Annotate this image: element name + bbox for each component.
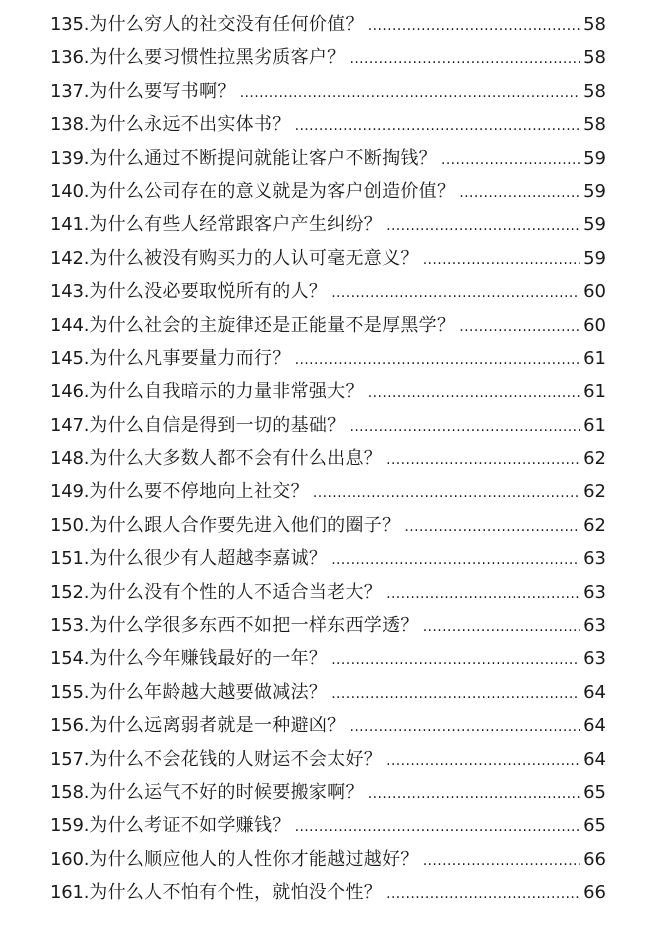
toc-entry-153[interactable] bbox=[50, 609, 606, 642]
entry-title: 为什么远离弱者就是一种避凶？ bbox=[89, 715, 346, 737]
entry-number: 160. bbox=[50, 848, 90, 870]
dot-leader bbox=[404, 511, 580, 544]
toc-entry-151[interactable] bbox=[50, 542, 606, 575]
toc-entry-141[interactable] bbox=[50, 208, 606, 241]
entry-page-number: 66 bbox=[583, 848, 606, 870]
entry-page-number: 58 bbox=[583, 80, 606, 102]
entry-title: 为什么通过不断提问就能让客户不断掏钱？ bbox=[89, 147, 437, 169]
entry-title: 为什么穷人的社交没有任何价值？ bbox=[89, 14, 364, 35]
toc-entry-135[interactable] bbox=[50, 8, 606, 41]
entry-page-number: 59 bbox=[583, 147, 606, 169]
entry-number: 149. bbox=[50, 481, 90, 503]
entry-title: 为什么没必要取悦所有的人？ bbox=[89, 281, 328, 303]
entry-number: 137. bbox=[50, 80, 90, 102]
entry-number: 139. bbox=[50, 147, 90, 169]
dot-leader bbox=[441, 144, 580, 177]
dot-leader bbox=[295, 344, 580, 377]
dot-leader bbox=[368, 377, 580, 410]
entry-title: 为什么自我暗示的力量非常强大？ bbox=[89, 381, 364, 403]
entry-number: 161. bbox=[50, 882, 90, 904]
entry-page-number: 64 bbox=[583, 715, 606, 737]
toc-entry-152[interactable] bbox=[50, 576, 606, 609]
entry-title: 为什么凡事要量力而行？ bbox=[89, 347, 291, 369]
toc-entry-146[interactable] bbox=[50, 375, 606, 408]
entry-page-number: 63 bbox=[583, 581, 606, 603]
entry-title: 为什么公司存在的意义就是为客户创造价值？ bbox=[89, 180, 456, 202]
dot-leader bbox=[295, 811, 580, 844]
entry-number: 147. bbox=[50, 414, 90, 436]
entry-title: 为什么有些人经常跟客户产生纠纷？ bbox=[89, 214, 383, 236]
entry-page-number: 64 bbox=[583, 681, 606, 703]
toc-entry-145[interactable] bbox=[50, 342, 606, 375]
dot-leader bbox=[386, 210, 580, 243]
toc-entry-136[interactable] bbox=[50, 41, 606, 74]
toc-entry-155[interactable] bbox=[50, 676, 606, 709]
entry-page-number: 63 bbox=[583, 615, 606, 637]
dot-leader bbox=[349, 411, 580, 444]
entry-title: 为什么没有个性的人不适合当老大？ bbox=[89, 581, 383, 603]
entry-page-number: 64 bbox=[583, 748, 606, 770]
entry-title: 为什么很少有人超越李嘉诚？ bbox=[89, 548, 328, 570]
entry-page-number: 58 bbox=[583, 47, 606, 69]
entry-number: 138. bbox=[50, 114, 90, 136]
toc-entry-161[interactable] bbox=[50, 876, 606, 909]
entry-title: 为什么人不怕有个性，就怕没个性？ bbox=[89, 882, 383, 904]
toc-entry-147[interactable] bbox=[50, 409, 606, 442]
entry-title: 为什么考证不如学赚钱？ bbox=[89, 815, 291, 837]
toc-entry-160[interactable] bbox=[50, 843, 606, 876]
entry-page-number: 61 bbox=[583, 347, 606, 369]
toc-entry-156[interactable] bbox=[50, 709, 606, 742]
entry-number: 151. bbox=[50, 548, 90, 570]
entry-number: 148. bbox=[50, 448, 90, 470]
entry-number: 144. bbox=[50, 314, 90, 336]
dot-leader bbox=[386, 578, 580, 611]
entry-page-number: 61 bbox=[583, 381, 606, 403]
entry-page-number: 58 bbox=[583, 14, 606, 35]
entry-page-number: 61 bbox=[583, 414, 606, 436]
entry-title: 为什么学很多东西不如把一样东西学透？ bbox=[89, 615, 419, 637]
entry-title: 为什么不会花钱的人财运不会太好？ bbox=[89, 748, 383, 770]
entry-page-number: 62 bbox=[583, 448, 606, 470]
entry-title: 为什么永远不出实体书？ bbox=[89, 114, 291, 136]
entry-number: 145. bbox=[50, 347, 90, 369]
toc-entry-137[interactable] bbox=[50, 75, 606, 108]
entry-number: 153. bbox=[50, 615, 90, 637]
dot-leader bbox=[423, 244, 580, 277]
dot-leader bbox=[331, 277, 580, 310]
entry-page-number: 60 bbox=[583, 314, 606, 336]
dot-leader bbox=[331, 544, 580, 577]
toc-entry-150[interactable] bbox=[50, 509, 606, 542]
entry-title: 为什么自信是得到一切的基础？ bbox=[89, 414, 346, 436]
dot-leader bbox=[349, 43, 580, 76]
dot-leader bbox=[368, 10, 580, 43]
dot-leader bbox=[386, 878, 580, 911]
toc-entry-140[interactable] bbox=[50, 175, 606, 208]
entry-number: 150. bbox=[50, 514, 90, 536]
entry-page-number: 59 bbox=[583, 180, 606, 202]
entry-number: 155. bbox=[50, 681, 90, 703]
toc-entry-138[interactable] bbox=[50, 108, 606, 141]
entry-page-number: 59 bbox=[583, 214, 606, 236]
toc-entry-148[interactable] bbox=[50, 442, 606, 475]
dot-leader bbox=[459, 311, 580, 344]
entry-title: 为什么大多数人都不会有什么出息？ bbox=[89, 448, 383, 470]
entry-number: 142. bbox=[50, 247, 90, 269]
entry-title: 为什么运气不好的时候要搬家啊？ bbox=[89, 781, 364, 803]
dot-leader bbox=[331, 644, 580, 677]
entry-page-number: 63 bbox=[583, 548, 606, 570]
dot-leader bbox=[331, 678, 580, 711]
dot-leader bbox=[459, 177, 580, 210]
toc-entry-149[interactable] bbox=[50, 475, 606, 508]
dot-leader bbox=[313, 477, 580, 510]
toc-entry-143[interactable] bbox=[50, 275, 606, 308]
entry-number: 135. bbox=[50, 14, 90, 35]
entry-number: 156. bbox=[50, 715, 90, 737]
toc-entry-142[interactable] bbox=[50, 242, 606, 275]
toc-entry-139[interactable] bbox=[50, 142, 606, 175]
entry-page-number: 59 bbox=[583, 247, 606, 269]
toc-entry-154[interactable] bbox=[50, 642, 606, 675]
entry-number: 140. bbox=[50, 180, 90, 202]
dot-leader bbox=[368, 778, 580, 811]
entry-page-number: 65 bbox=[583, 815, 606, 837]
entry-page-number: 62 bbox=[583, 481, 606, 503]
entry-page-number: 66 bbox=[583, 882, 606, 904]
entry-number: 141. bbox=[50, 214, 90, 236]
entry-number: 154. bbox=[50, 648, 90, 670]
toc-entry-144[interactable] bbox=[50, 309, 606, 342]
entry-title: 为什么跟人合作要先进入他们的圈子？ bbox=[89, 514, 401, 536]
entry-title: 为什么要不停地向上社交？ bbox=[89, 481, 309, 503]
dot-leader bbox=[386, 745, 580, 778]
entry-page-number: 58 bbox=[583, 114, 606, 136]
entry-page-number: 65 bbox=[583, 781, 606, 803]
entry-title: 为什么顺应他人的人性你才能越过越好？ bbox=[89, 848, 419, 870]
entry-number: 146. bbox=[50, 381, 90, 403]
toc-entry-159[interactable] bbox=[50, 809, 606, 842]
entry-title: 为什么要习惯性拉黑劣质客户？ bbox=[89, 47, 346, 69]
entry-number: 159. bbox=[50, 815, 90, 837]
entry-page-number: 63 bbox=[583, 648, 606, 670]
entry-number: 158. bbox=[50, 781, 90, 803]
entry-title: 为什么今年赚钱最好的一年？ bbox=[89, 648, 328, 670]
entry-title: 为什么被没有购买力的人认可毫无意义？ bbox=[89, 247, 419, 269]
entry-number: 152. bbox=[50, 581, 90, 603]
dot-leader bbox=[423, 845, 580, 878]
entry-number: 136. bbox=[50, 47, 90, 69]
dot-leader bbox=[386, 444, 580, 477]
entry-number: 157. bbox=[50, 748, 90, 770]
table-of-contents bbox=[50, 8, 606, 910]
entry-number: 143. bbox=[50, 281, 90, 303]
dot-leader bbox=[295, 110, 580, 143]
dot-leader bbox=[349, 711, 580, 744]
toc-entry-158[interactable] bbox=[50, 776, 606, 809]
entry-title: 为什么年龄越大越要做减法？ bbox=[89, 681, 328, 703]
entry-title: 为什么社会的主旋律还是正能量不是厚黑学？ bbox=[89, 314, 456, 336]
entry-title: 为什么要写书啊？ bbox=[89, 80, 236, 102]
entry-page-number: 62 bbox=[583, 514, 606, 536]
dot-leader bbox=[240, 77, 580, 110]
toc-entry-157[interactable] bbox=[50, 743, 606, 776]
entry-page-number: 60 bbox=[583, 281, 606, 303]
dot-leader bbox=[423, 611, 580, 644]
